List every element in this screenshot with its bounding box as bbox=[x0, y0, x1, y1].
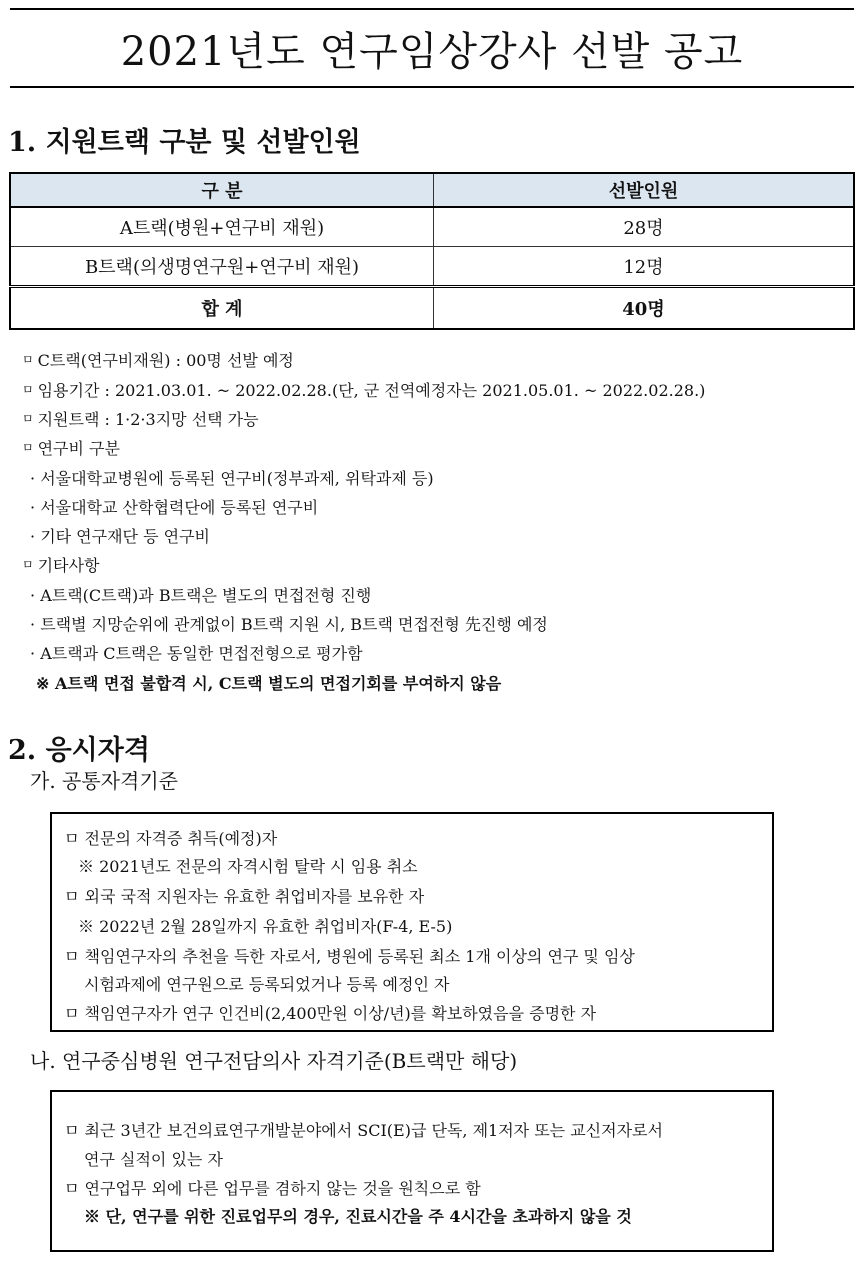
page-title: 2021년도 연구임상강사 선발 공고 bbox=[10, 8, 854, 88]
list-item: ㅁ 전문의 자격증 취득(예정)자 bbox=[64, 829, 278, 848]
list-item-text: A트랙(C트랙)과 B트랙은 별도의 면접전형 진행 bbox=[40, 586, 372, 605]
list-item-text: 서울대학교 산학협력단에 등록된 연구비 bbox=[40, 498, 319, 517]
section1-heading: 1. 지원트랙 구분 및 선발인원 bbox=[8, 127, 361, 158]
list-item-text: 연구비 구분 bbox=[37, 439, 120, 458]
common-qualification-box bbox=[50, 812, 774, 1032]
list-item bbox=[22, 378, 705, 401]
square-bullet-icon: ㅁ bbox=[22, 558, 34, 572]
selection-table bbox=[9, 172, 855, 330]
table-total-label: 합 계 bbox=[10, 287, 434, 330]
list-item bbox=[30, 495, 318, 518]
list-item: ㅁ 외국 국적 지원자는 유효한 취업비자를 보유한 자 bbox=[64, 887, 425, 906]
list-item bbox=[30, 524, 210, 547]
table-header-category: 구 분 bbox=[10, 173, 434, 207]
dot-bullet-icon: · bbox=[30, 644, 36, 663]
table-total-row bbox=[10, 287, 854, 330]
dot-bullet-icon: · bbox=[30, 498, 36, 517]
square-bullet-icon: ㅁ bbox=[22, 441, 34, 455]
list-item bbox=[22, 553, 99, 576]
dot-bullet-icon: · bbox=[30, 469, 36, 488]
list-item-continuation: 시험과제에 연구원으로 등록되었거나 등록 예정인 자 bbox=[84, 975, 450, 994]
table-cell-count: 12명 bbox=[434, 247, 855, 287]
list-item-text: 서울대학교병원에 등록된 연구비(정부과제, 위탁과제 등) bbox=[40, 469, 434, 488]
list-item-text: C트랙(연구비재원) : 00명 선발 예정 bbox=[37, 351, 294, 370]
table-cell-count: 28명 bbox=[434, 207, 855, 247]
dot-bullet-icon: · bbox=[30, 615, 36, 634]
square-bullet-icon: ㅁ bbox=[22, 353, 34, 367]
list-item-text: 기타사항 bbox=[37, 556, 100, 575]
table-row bbox=[10, 207, 854, 247]
list-item bbox=[30, 612, 548, 635]
list-item-text: 지원트랙 : 1·2·3지망 선택 가능 bbox=[37, 410, 259, 429]
section2-heading: 2. 응시자격 bbox=[8, 735, 150, 766]
note: ※ 2021년도 전문의 자격시험 탈락 시 임용 취소 bbox=[78, 857, 418, 876]
table-header-count: 선발인원 bbox=[434, 173, 855, 207]
note: ※ 2022년 2월 28일까지 유효한 취업비자(F-4, E-5) bbox=[78, 917, 453, 936]
list-item bbox=[22, 436, 120, 459]
list-item bbox=[22, 407, 259, 430]
table-header-row bbox=[10, 173, 854, 207]
square-bullet-icon: ㅁ bbox=[22, 383, 34, 397]
table-cell-track: A트랙(병원+연구비 재원) bbox=[10, 207, 434, 247]
list-item: ㅁ 책임연구자의 추천을 득한 자로서, 병원에 등록된 최소 1개 이상의 연구 및 임상 bbox=[64, 947, 635, 966]
table-row bbox=[10, 247, 854, 287]
list-item: ㅁ 최근 3년간 보건의료연구개발분야에서 SCI(E)급 단독, 제1저자 또는 교신저자로서 bbox=[64, 1121, 663, 1140]
subsection-a-heading: 가. 공통자격기준 bbox=[30, 769, 178, 793]
research-qualification-box bbox=[50, 1090, 774, 1252]
table-cell-track: B트랙(의생명연구원+연구비 재원) bbox=[10, 247, 434, 287]
note: ※ 단, 연구를 위한 진료업무의 경우, 진료시간을 주 4시간을 초과하지 않을 것 bbox=[84, 1207, 632, 1226]
list-item-text: 기타 연구재단 등 연구비 bbox=[40, 527, 211, 546]
list-item: ㅁ 연구업무 외에 다른 업무를 겸하지 않는 것을 원칙으로 함 bbox=[64, 1179, 481, 1198]
note: ※ A트랙 면접 불합격 시, C트랙 별도의 면접기회를 부여하지 않음 bbox=[36, 674, 502, 693]
list-item bbox=[30, 466, 434, 489]
list-item-text: 트랙별 지망순위에 관계없이 B트랙 지원 시, B트랙 면접전형 先진행 예정 bbox=[40, 615, 548, 634]
table-total-count: 40명 bbox=[434, 287, 855, 330]
list-item bbox=[30, 583, 371, 606]
list-item-continuation: 연구 실적이 있는 자 bbox=[84, 1150, 223, 1169]
square-bullet-icon: ㅁ bbox=[22, 412, 34, 426]
dot-bullet-icon: · bbox=[30, 586, 36, 605]
list-item-text: 임용기간 : 2021.03.01. ~ 2022.02.28.(단, 군 전역예정자는 2021.05.01. ~ 2022.02.28.) bbox=[37, 381, 706, 400]
dot-bullet-icon: · bbox=[30, 527, 36, 546]
list-item bbox=[22, 348, 294, 371]
list-item bbox=[30, 641, 363, 664]
subsection-b-heading: 나. 연구중심병원 연구전담의사 자격기준(B트랙만 해당) bbox=[30, 1049, 518, 1073]
list-item: ㅁ 책임연구자가 연구 인건비(2,400만원 이상/년)를 확보하였음을 증명한 자 bbox=[64, 1004, 597, 1023]
list-item-text: A트랙과 C트랙은 동일한 면접전형으로 평가함 bbox=[40, 644, 363, 663]
